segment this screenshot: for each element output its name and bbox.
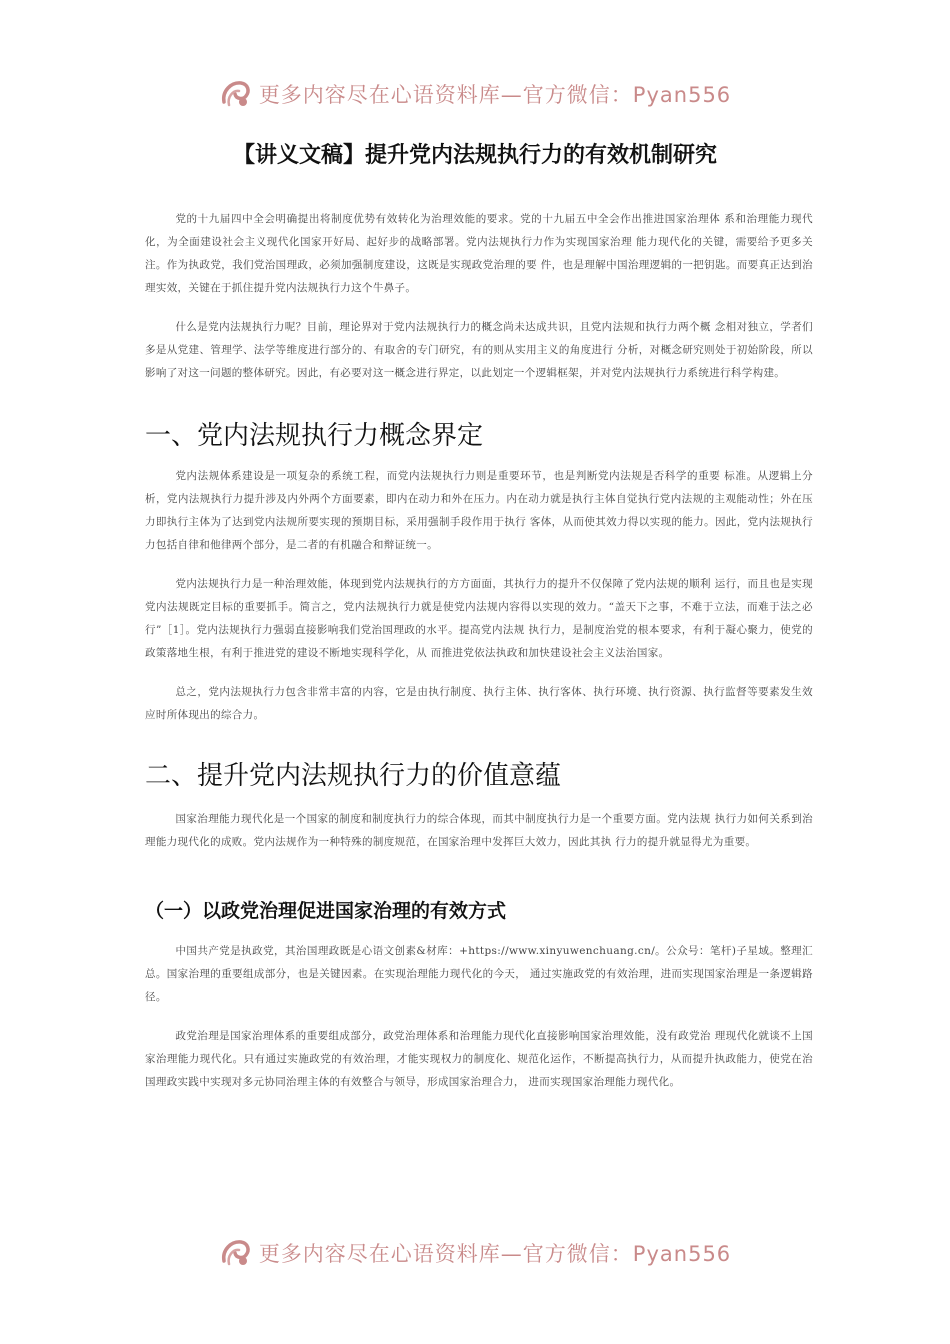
subsection-1-paragraph-1: 中国共产党是执政党，其治国理政既是心语文创素&材库：+https://www.xinyuwenchuang.cn/。公众号：笔杆)子星域。整理汇总。国家治理的重要组成部分，也是关键因素。在实现治理能力现代化的今天， 通过实施政党的有效治理，进而实现国家治理是一条逻辑路径。 — [145, 945, 813, 1003]
section-1-paragraph-3: 总之，党内法规执行力包含非常丰富的内容，它是由执行制度、执行主体、执行客体、执行环境、执行资源、执行监督等要素发生效应时所体现出的综合力。 — [145, 686, 813, 721]
logo-icon — [219, 77, 253, 111]
section-1-paragraph-2: 党内法规执行力是一种治理效能，体现到党内法规执行的方方面面，其执行力的提升不仅保障了党内法规的顺利 运行，而且也是实现党内法规既定目标的重要抓手。简言之，党内法规执行力就是使党内法规内容得以实现的效力。“盖天下之事，不难于立法，而难于法之必行”［1］。党内法规执行力强弱直接影响我们党治国理政的水平。提高党内法规 执行力，是制度治党的根本要求，有利于凝心聚力，使党的政策落地生根，有利于推进党的建设不断地实现科学化，从 而推进党依法执政和加快建设社会主义法治国家。 — [145, 578, 813, 659]
intro-paragraph-2: 什么是党内法规执行力呢？目前，理论界对于党内法规执行力的概念尚未达成共识，且党内法规和执行力两个概 念相对独立，学者们多是从党建、管理学、法学等维度进行部分的、有取舍的专门研究，有的则从实用主义的角度进行 分析，对概念研究则处于初始阶段，所以影响了对这一问题的整体研究。因此，有必要对这一概念进行界定，以此划定一个逻辑框架，并对党内法规执行力系统进行科学构建。 — [145, 321, 813, 379]
section-2-heading: 二、提升党内法规执行力的价值意蕴 — [145, 761, 562, 791]
footer-watermark-banner — [0, 1231, 950, 1275]
section-1-paragraph-1: 党内法规体系建设是一项复杂的系统工程，而党内法规执行力则是重要环节，也是判断党内法规是否科学的重要 标准。从逻辑上分析，党内法规执行力提升涉及内外两个方面要素，即内在动力和外在压力。内在动力就是执行主体自觉执行党内法规的主观能动性；外在压力即执行主体为了达到党内法规所要实现的预期目标，采用强制手段作用于执行 客体，从而使其效力得以实现的能力。因此，党内法规执行力包括自律和他律两个部分，是二者的有机融合和辩证统一。 — [145, 470, 813, 551]
section-1-heading: 一、党内法规执行力概念界定 — [145, 421, 484, 451]
logo-icon — [219, 1236, 253, 1270]
header-watermark-banner — [0, 72, 950, 116]
section-2-paragraph-1: 国家治理能力现代化是一个国家的制度和制度执行力的综合体现，而其中制度执行力是一个重要方面。党内法规 执行力如何关系到治理能力现代化的成败。党内法规作为一种特殊的制度规范，在国家治理中发挥巨大效力，因此其执 行力的提升就显得尤为重要。 — [145, 813, 813, 848]
subsection-1-paragraph-2: 政党治理是国家治理体系的重要组成部分，政党治理体系和治理能力现代化直接影响国家治理效能，没有政党治 理现代化就谈不上国家治理能力现代化。只有通过实施政党的有效治理，才能实现权力的制度化、规范化运作，不断提高执行力，从而提升执政能力，使党在治国理政实践中实现对多元协同治理主体的有效整合与领导，形成国家治理合力， 进而实现国家治理能力现代化。 — [145, 1030, 813, 1088]
intro-section — [145, 208, 813, 385]
subsection-1-heading: （一）以政党治理促进国家治理的有效方式 — [145, 900, 507, 922]
section-2-body — [145, 808, 813, 854]
intro-paragraph-1: 党的十九届四中全会明确提出将制度优势有效转化为治理效能的要求。党的十九届五中全会作出推进国家治理体 系和治理能力现代化，为全面建设社会主义现代化国家开好局、起好步的战略部署。党内法规执行力作为实现国家治理 能力现代化的关键，需要给予更多关注。作为执政党，我们党治国理政，必须加强制度建设，这既是实现政党治理的要 件，也是理解中国治理逻辑的一把钥匙。而要真正达到治理实效，关键在于抓住提升党内法规执行力这个牛鼻子。 — [145, 213, 813, 294]
banner-text: 更多内容尽在心语资料库—官方微信：Pyan556 — [258, 83, 732, 107]
document-title: 【讲义文稿】提升党内法规执行力的有效机制研究 — [232, 143, 717, 168]
banner-text: 更多内容尽在心语资料库—官方微信：Pyan556 — [258, 1242, 732, 1266]
section-1-body — [145, 465, 813, 727]
subsection-1-body — [145, 940, 813, 1094]
